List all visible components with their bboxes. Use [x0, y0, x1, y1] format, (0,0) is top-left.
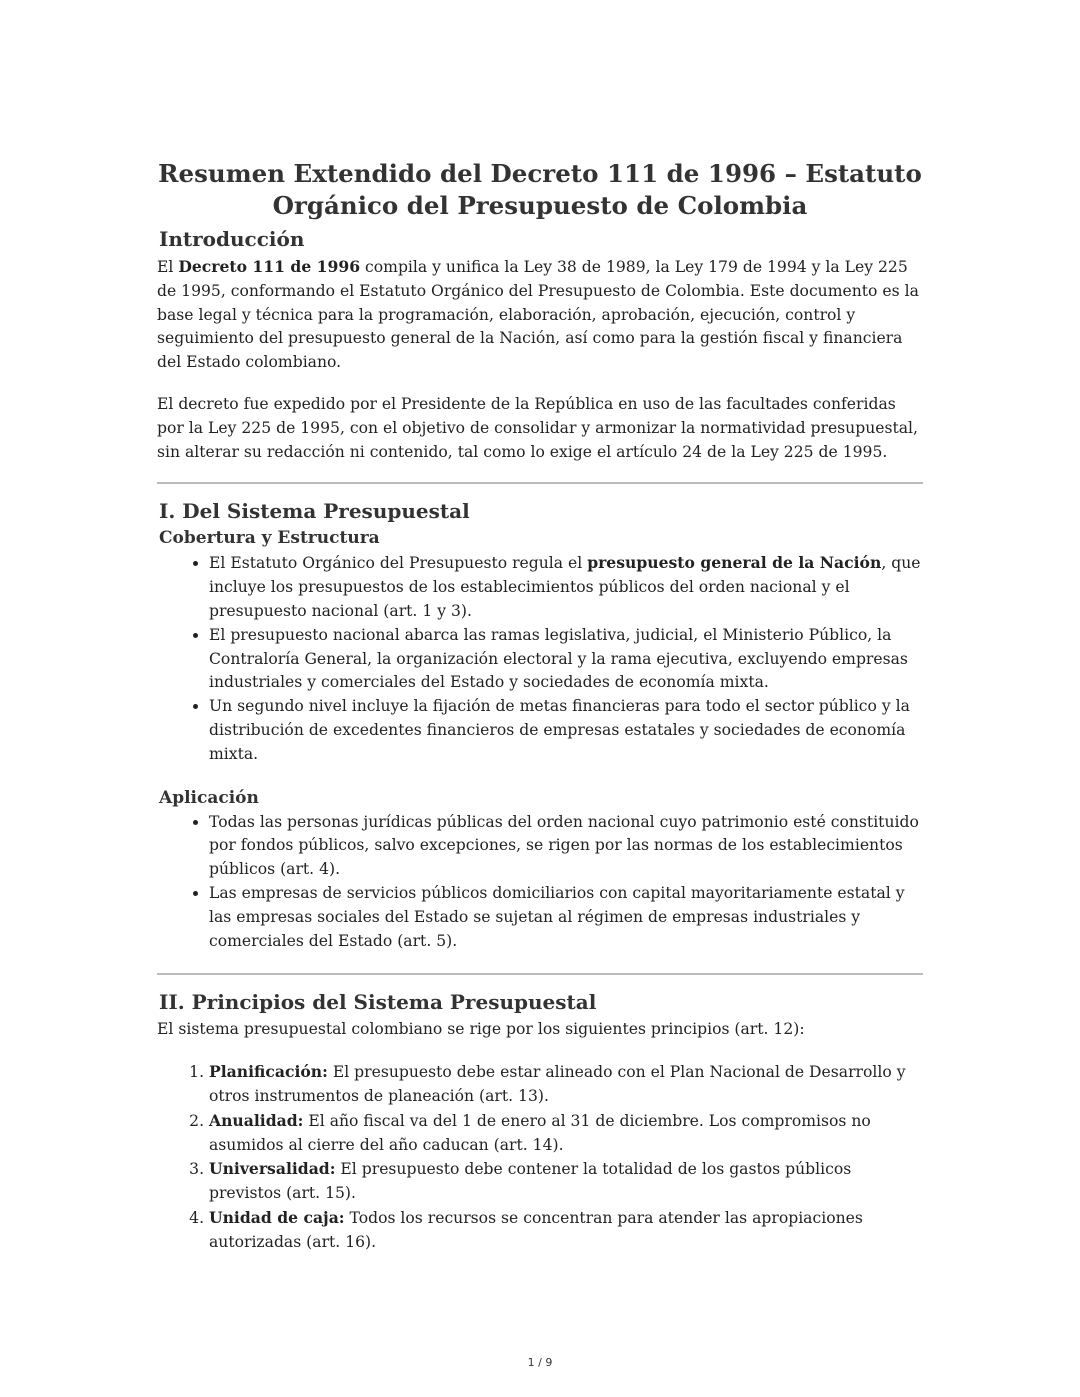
list-item [209, 1060, 923, 1109]
list-item [209, 1109, 923, 1158]
document-page [157, 158, 923, 1275]
list-item [209, 1206, 923, 1255]
list-item [209, 1157, 923, 1206]
bold-text: Anualidad: [209, 1110, 304, 1130]
page-number: 1 / 9 [527, 1356, 553, 1369]
text: El presupuesto debe contener la totalidad de los gastos públicos previstos (art. 15). [209, 1160, 852, 1203]
list-item: • Un segundo nivel incluye la fijación de metas financieras para todo el sector público y la distribución de excedentes financieros de empresas estatales y sociedades de economía mixta. [209, 695, 923, 766]
cobertura-heading: Cobertura y Estructura [159, 528, 380, 549]
bold-text: Decreto 111 de 1996 [178, 257, 361, 276]
divider [157, 482, 923, 484]
intro-heading: Introducción [159, 227, 305, 251]
aplicacion-list [157, 811, 923, 954]
text: , que incluye los presupuestos de los establecimientos públicos del orden nacional y el presupuesto nacional (art. 1 y 3). [209, 554, 921, 620]
principles-list [157, 1060, 923, 1254]
bold-text: Planificación: [209, 1062, 328, 1082]
section2-heading: II. Principios del Sistema Presupuestal [159, 990, 597, 1015]
cobertura-list [157, 551, 923, 766]
intro-paragraph-2: El decreto fue expedido por el Presidente de la República en uso de las facultades conferidas por la Ley 225 de 1995, con el objetivo de consolidar y armonizar la normatividad presupuestal, sin alterar su redacción ni contenido, tal como lo exige el artículo 24 de la Ley 225 de 1995. [157, 394, 918, 461]
bold-text: Universalidad: [209, 1159, 336, 1179]
bold-text: Unidad de caja: [209, 1207, 345, 1227]
text: Todos los recursos se concentran para atender las apropiaciones autorizadas (art. 16). [209, 1208, 863, 1251]
divider [157, 973, 923, 975]
bold-text: presupuesto general de la Nación [587, 553, 882, 573]
text: El presupuesto debe estar alineado con el Plan Nacional de Desarrollo y otros instrumentos de planeación (art. 13). [209, 1063, 906, 1105]
section1-heading: I. Del Sistema Presupuestal [159, 499, 470, 524]
text: compila y unifica la Ley 38 de 1989, la Ley 179 de 1994 y la Ley 225 de 1995, conformando el Estatuto Orgánico del Presupuesto de Colombia. Este documento es la base legal y técnica para la programación, elaboración, aprobación, ejecución, control y seguimiento del presupuesto general de la Nación, así como para la gestión fiscal y financiera del Estado colombiano. [157, 258, 919, 372]
list-item: • Las empresas de servicios públicos domiciliarios con capital mayoritariamente estatal y las empresas sociales del Estado se sujetan al régimen de empresas industriales y comerciales del Estado (art. 5). [209, 882, 923, 953]
list-item [209, 551, 923, 623]
text: El año fiscal va del 1 de enero al 31 de diciembre. Los compromisos no asumidos al cierre del año caducan (art. 14). [209, 1111, 871, 1154]
text: El Estatuto Orgánico del Presupuesto regula el [209, 554, 588, 573]
list-item: • Todas las personas jurídicas públicas del orden nacional cuyo patrimonio esté constituido por fondos públicos, salvo excepciones, se rigen por las normas de los establecimientos públicos (art. 4). [209, 811, 923, 882]
intro-paragraph-1 [157, 255, 923, 375]
aplicacion-heading: Aplicación [159, 787, 259, 808]
list-item: • El presupuesto nacional abarca las ramas legislativa, judicial, el Ministerio Público, la Contraloría General, la organización electoral y la rama ejecutiva, excluyendo empresas industriales y comerciales del Estado y sociedades de economía mixta. [209, 624, 923, 695]
text: El [157, 258, 179, 276]
document-title: Resumen Extendido del Decreto 111 de 1996 – Estatuto Orgánico del Presupuesto de Colombia [158, 159, 922, 220]
section2-intro: El sistema presupuestal colombiano se rige por los siguientes principios (art. 12): [157, 1020, 805, 1039]
